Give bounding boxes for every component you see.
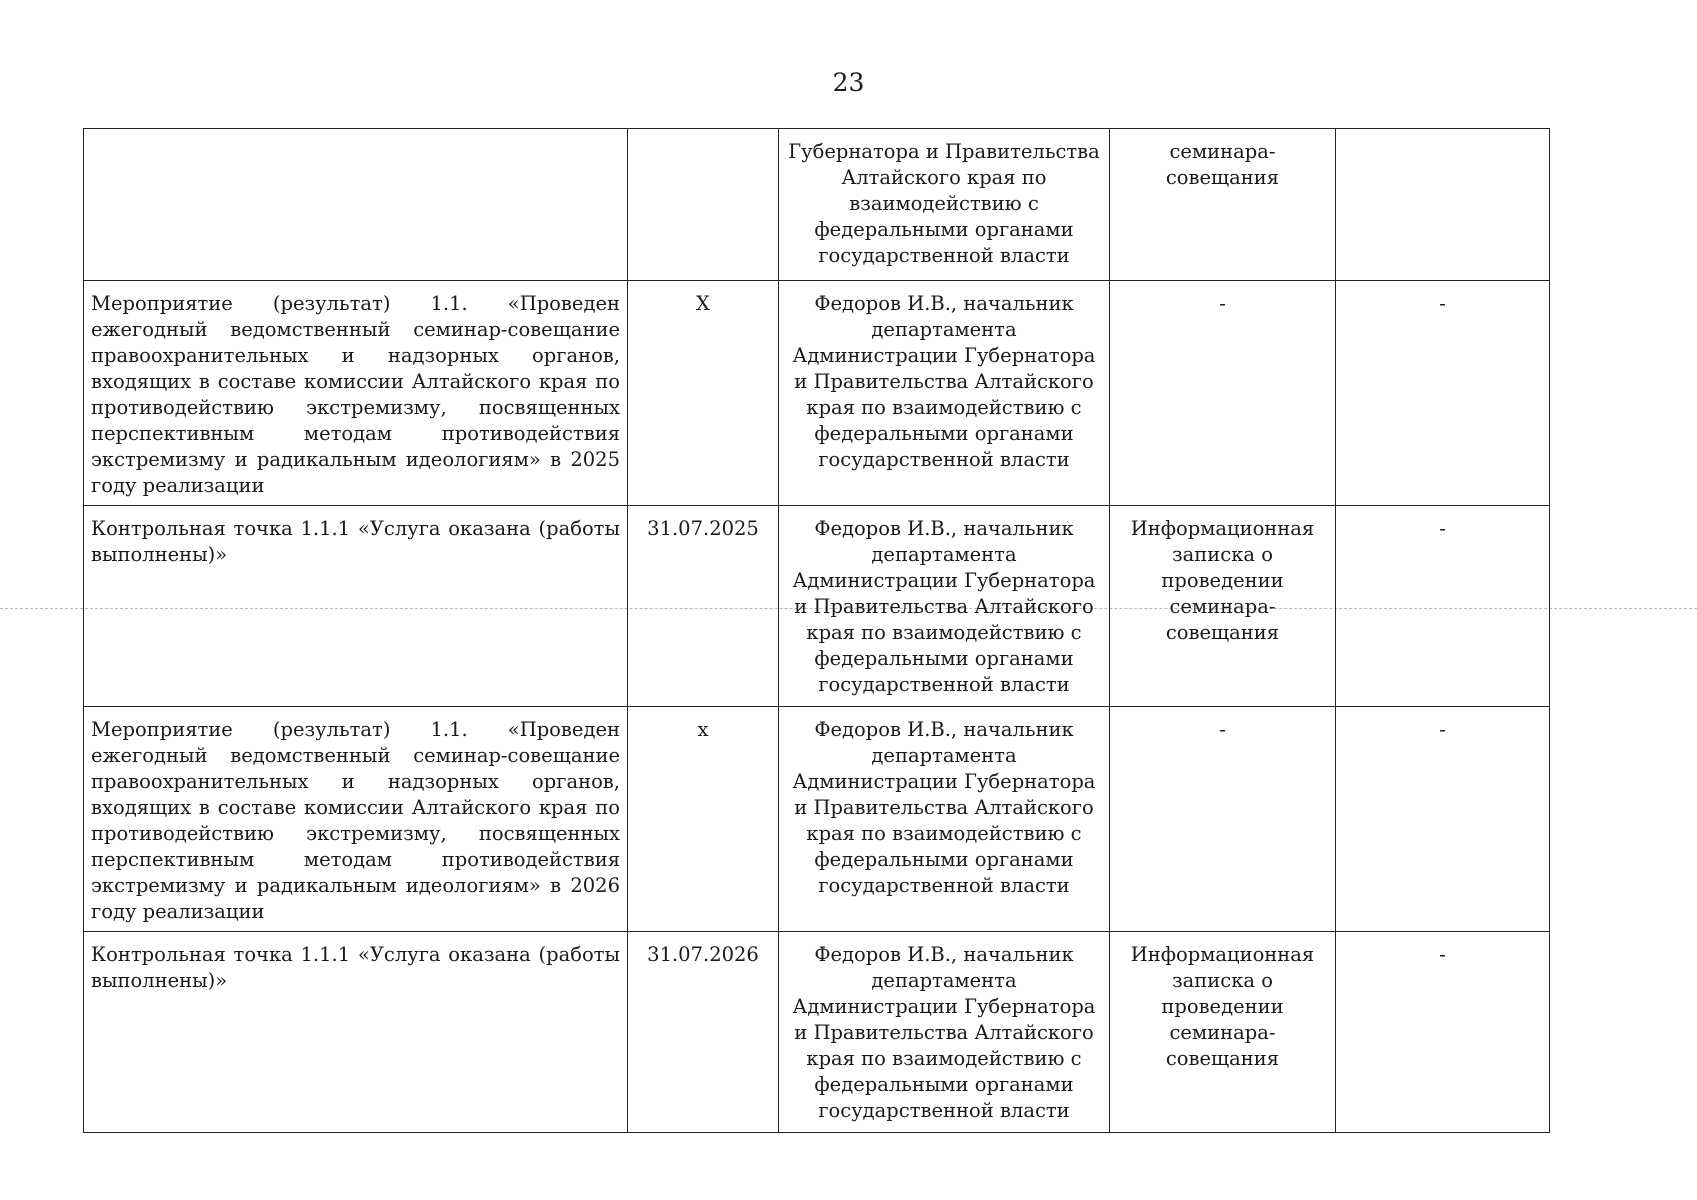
document-cell: семинара-совещания — [1110, 129, 1336, 281]
extra-cell: - — [1336, 932, 1550, 1133]
responsible-cell: Федоров И.В., начальник департамента Администрации Губернатора и Правительства Алтайского края по взаимодействию с федеральными органами государственной власти — [779, 932, 1110, 1133]
extra-cell: - — [1336, 506, 1550, 707]
responsible-cell: Губернатора и Правительства Алтайского края по взаимодействию с федеральными органами государственной власти — [779, 129, 1110, 281]
deadline-cell — [628, 129, 779, 281]
plan-table — [83, 128, 1550, 1133]
table-row — [84, 707, 1550, 932]
deadline-cell: х — [628, 707, 779, 932]
responsible-cell: Федоров И.В., начальник департамента Администрации Губернатора и Правительства Алтайского края по взаимодействию с федеральными органами государственной власти — [779, 506, 1110, 707]
document-cell: - — [1110, 707, 1336, 932]
document-cell: Информационная записка о проведении семинара-совещания — [1110, 932, 1336, 1133]
deadline-cell: 31.07.2026 — [628, 932, 779, 1133]
page-number: 23 — [832, 68, 865, 97]
responsible-cell: Федоров И.В., начальник департамента Администрации Губернатора и Правительства Алтайского края по взаимодействию с федеральными органами государственной власти — [779, 281, 1110, 506]
document-cell: - — [1110, 281, 1336, 506]
deadline-cell: 31.07.2025 — [628, 506, 779, 707]
deadline-cell: Х — [628, 281, 779, 506]
table-row — [84, 129, 1550, 281]
table-row — [84, 932, 1550, 1133]
responsible-cell: Федоров И.В., начальник департамента Администрации Губернатора и Правительства Алтайского края по взаимодействию с федеральными органами государственной власти — [779, 707, 1110, 932]
event-name-cell: Контрольная точка 1.1.1 «Услуга оказана (работы выполнены)» — [84, 932, 628, 1133]
extra-cell — [1336, 129, 1550, 281]
event-name-cell: Мероприятие (результат) 1.1. «Проведен ежегодный ведомственный семинар-совещание правоохранительных и надзорных органов, входящих в составе комиссии Алтайского края по противодействию экстремизму, посвященных перспективным методам противодействия экстремизму и радикальным идеологиям» в 2025 году реализации — [84, 281, 628, 506]
table-row — [84, 281, 1550, 506]
event-name-cell — [84, 129, 628, 281]
extra-cell: - — [1336, 707, 1550, 932]
document-cell: Информационная записка о проведении семинара-совещания — [1110, 506, 1336, 707]
event-name-cell: Мероприятие (результат) 1.1. «Проведен ежегодный ведомственный семинар-совещание правоохранительных и надзорных органов, входящих в составе комиссии Алтайского края по противодействию экстремизму, посвященных перспективным методам противодействия экстремизму и радикальным идеологиям» в 2026 году реализации — [84, 707, 628, 932]
event-name-cell: Контрольная точка 1.1.1 «Услуга оказана (работы выполнены)» — [84, 506, 628, 707]
table-row — [84, 506, 1550, 707]
extra-cell: - — [1336, 281, 1550, 506]
